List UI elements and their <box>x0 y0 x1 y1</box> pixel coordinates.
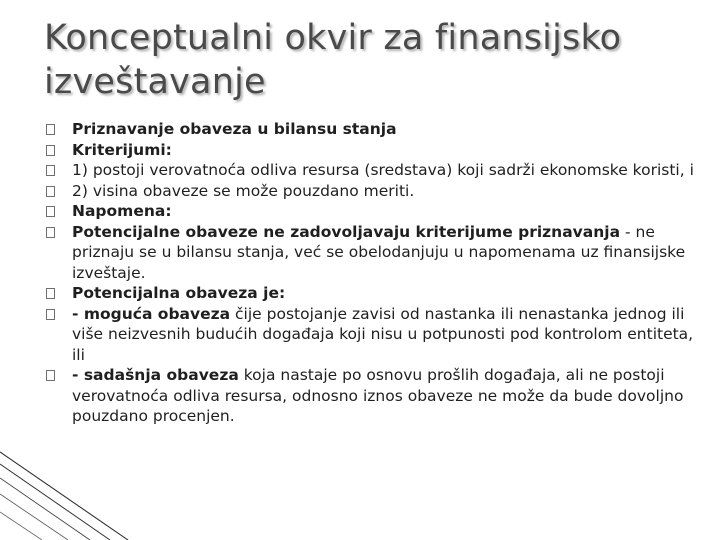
bullet-bold-text: Potencijalna obaveza je: <box>72 284 286 302</box>
bullet-text: čije postojanje zavisi od nastanka ili nenastanka jednog ili više neizvesnih budućih događaja koji nisu u potpunosti pod kontrolom entiteta, ili <box>72 304 694 364</box>
bullet-item <box>46 181 696 202</box>
bullet-marker-icon <box>46 145 55 156</box>
bullet-marker-icon <box>46 206 55 217</box>
bullet-marker-icon <box>46 370 55 381</box>
bullet-item <box>46 140 696 161</box>
bullet-bold-text: - sadašnja obaveza <box>72 366 239 384</box>
bullet-item <box>46 160 696 181</box>
bullet-marker-icon <box>46 288 55 299</box>
bullet-bold-text: Napomena: <box>72 202 172 220</box>
bullet-item <box>46 201 696 222</box>
bullet-marker-icon <box>46 165 55 176</box>
bullet-marker-icon <box>46 309 55 320</box>
bullet-text: 1) postoji verovatnoća odliva resursa (sredstava) koji sadrži ekonomske koristi, i <box>72 161 694 179</box>
bullet-marker-icon <box>46 124 55 135</box>
bullet-item <box>46 365 696 427</box>
bullet-marker-icon <box>46 186 55 197</box>
bullet-item <box>46 283 696 304</box>
bullet-list <box>46 119 696 427</box>
bullet-item <box>46 304 696 366</box>
bullet-marker-icon <box>46 227 55 238</box>
bullet-text: - ne priznaju se u bilansu stanja, već se obelodanjuju u napomenama uz finansijske izveštaje. <box>72 222 686 282</box>
bullet-item <box>46 119 696 140</box>
bullet-text: 2) visina obaveze se može pouzdano meriti. <box>72 181 415 200</box>
bullet-bold-text: - moguća obaveza <box>72 304 231 323</box>
slide-title <box>44 16 684 104</box>
bullet-item <box>46 222 696 284</box>
bullet-bold-text: Kriterijumi: <box>72 140 172 159</box>
decorative-lines <box>0 450 130 540</box>
slide-title-line-2: izveštavanje <box>44 62 266 102</box>
slide-title-line-1: Konceptualni okvir za finansijsko <box>44 18 622 58</box>
bullet-bold-text: Priznavanje obaveza u bilansu stanja <box>72 120 397 138</box>
bullet-bold-text: Potencijalne obaveze ne zadovoljavaju kriterijume priznavanja <box>72 222 621 241</box>
bullet-text: koja nastaje po osnovu prošlih događaja, ali ne postoji verovatnoća odliva resursa, odnosno iznos obaveze ne može da bude dovoljno pouzdano procenjen. <box>72 366 684 425</box>
